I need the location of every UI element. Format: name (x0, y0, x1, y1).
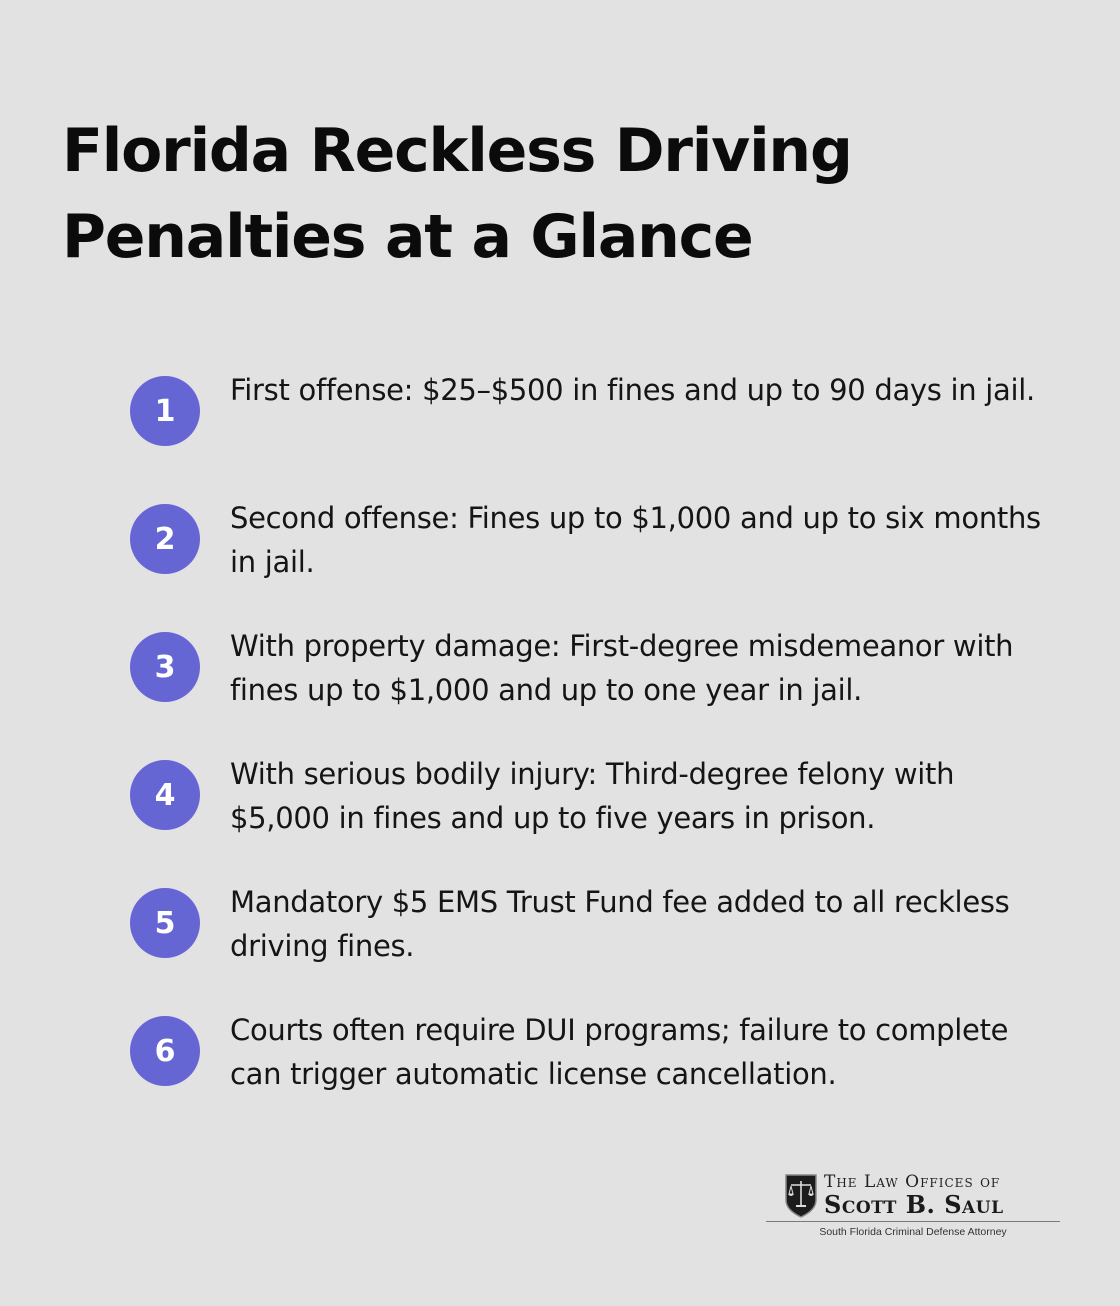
logo-tagline: South Florida Criminal Defense Attorney (819, 1226, 1007, 1238)
logo-firm-prefix: The Law Offices of (824, 1172, 1001, 1192)
list-item (130, 1008, 1060, 1136)
firm-logo (766, 1170, 1060, 1242)
list-item (130, 752, 1060, 880)
number-badge: 2 (130, 504, 200, 574)
list-item (130, 624, 1060, 752)
list-item-text: Courts often require DUI programs; failure to complete can trigger automatic license cancellation. (230, 1013, 1009, 1091)
list-item-text: With property damage: First-degree misdemeanor with fines up to $1,000 and up to one year in jail. (230, 629, 1014, 707)
scales-of-justice-shield-icon (784, 1172, 818, 1218)
list-item (130, 880, 1060, 1008)
logo-divider (766, 1221, 1060, 1222)
number-badge: 3 (130, 632, 200, 702)
logo-firm-name: Scott B. Saul (824, 1190, 1004, 1219)
number-badge: 1 (130, 376, 200, 446)
penalties-list (130, 368, 1060, 1136)
list-item (130, 496, 1060, 624)
list-item-text: With serious bodily injury: Third-degree felony with $5,000 in fines and up to five years in prison. (230, 757, 955, 835)
list-item-text: First offense: $25–$500 in fines and up to 90 days in jail. (230, 373, 1035, 407)
number-badge: 5 (130, 888, 200, 958)
list-item-text: Second offense: Fines up to $1,000 and up to six months in jail. (230, 501, 1041, 579)
page-title: Florida Reckless Driving Penalties at a Glance (62, 116, 852, 272)
list-item-text: Mandatory $5 EMS Trust Fund fee added to all reckless driving fines. (230, 885, 1010, 963)
number-badge: 4 (130, 760, 200, 830)
list-item (130, 368, 1060, 496)
number-badge: 6 (130, 1016, 200, 1086)
